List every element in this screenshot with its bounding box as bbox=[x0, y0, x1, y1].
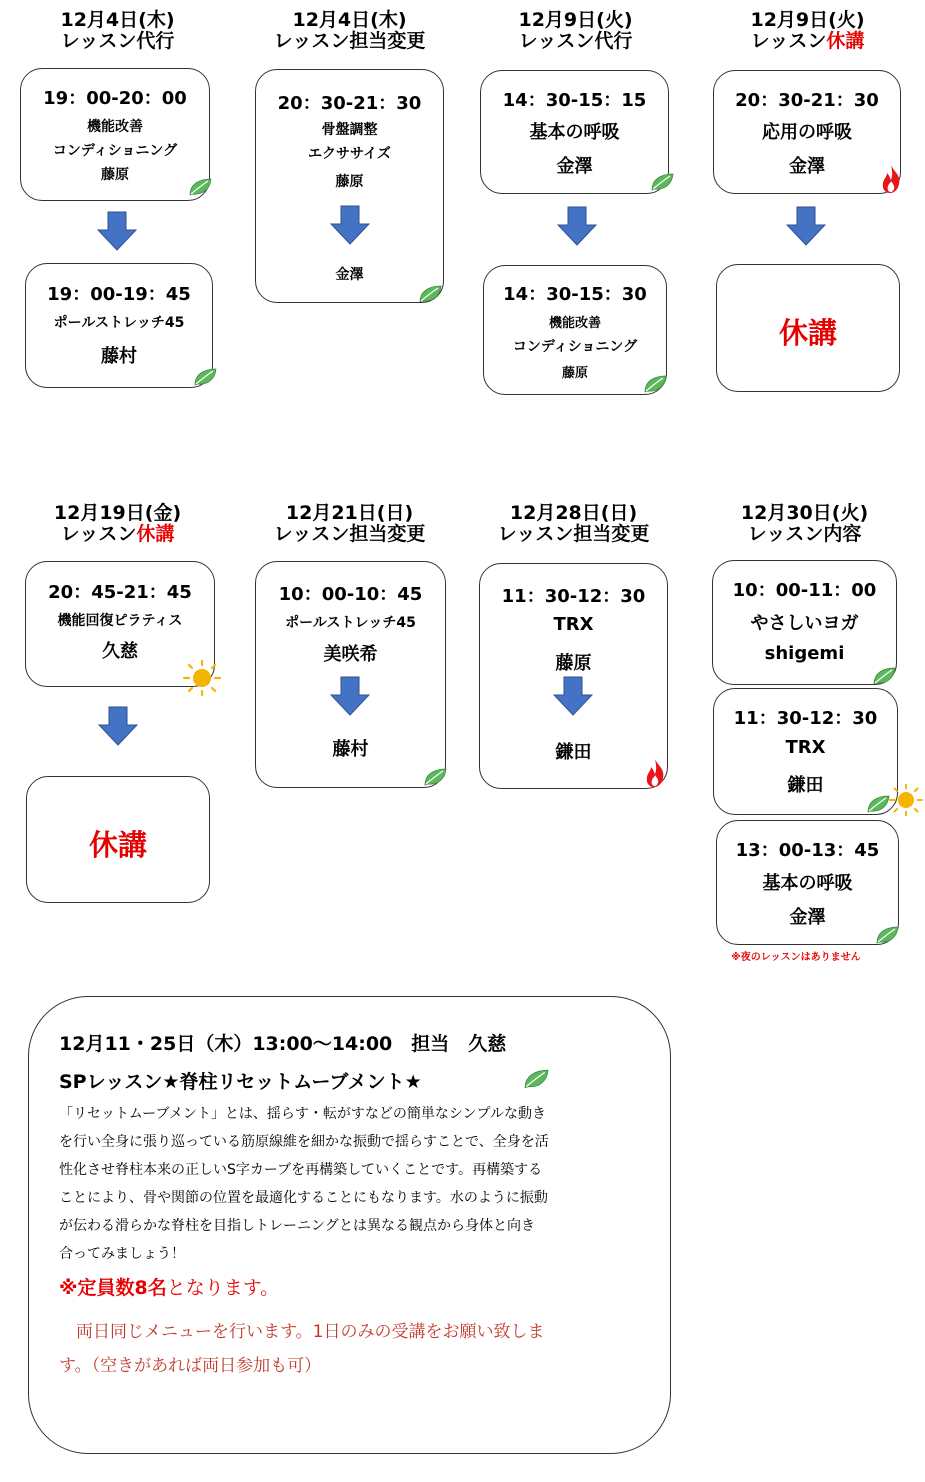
lesson-time: 19：00-20：00 bbox=[43, 88, 187, 109]
new-instructor: 藤村 bbox=[332, 739, 369, 760]
lesson-time: 19：00-19：45 bbox=[47, 284, 191, 305]
header-label: レッスン担当変更 bbox=[273, 523, 426, 545]
instructor: shigemi bbox=[764, 643, 845, 664]
special-lesson-box bbox=[28, 996, 671, 1454]
sp-notice-line: 両日同じメニューを行います。1日のみの受講をお願い致しま bbox=[59, 1322, 545, 1342]
lesson-time: 20：30-21：30 bbox=[277, 93, 422, 114]
leaf-icon bbox=[875, 924, 899, 946]
lesson-card bbox=[712, 560, 897, 685]
header-label: レッスン担当変更 bbox=[497, 523, 650, 545]
header-dec9-substitute bbox=[478, 10, 673, 52]
leaf-icon bbox=[188, 176, 212, 198]
new-instructor: 鎌田 bbox=[555, 742, 592, 763]
down-arrow-icon bbox=[557, 206, 597, 246]
header-label bbox=[20, 524, 215, 545]
sp-body-line: を行い全身に張り巡っている筋原線維を細かな振動で揺らすことで、全身を活 bbox=[59, 1134, 549, 1150]
leaf-icon bbox=[193, 366, 217, 388]
lesson-name: 基本の呼吸 bbox=[762, 873, 853, 894]
fire-icon bbox=[880, 164, 902, 194]
header-date: 12月30日(火) bbox=[740, 502, 869, 524]
header-label: レッスン代行 bbox=[60, 30, 175, 52]
down-arrow-icon bbox=[97, 211, 137, 251]
instructor: 藤原 bbox=[561, 366, 588, 381]
lesson-name: TRX bbox=[553, 614, 594, 635]
leaf-icon bbox=[423, 766, 447, 788]
header-dec19-cancel bbox=[20, 503, 215, 545]
lesson-name: 機能改善 bbox=[548, 316, 601, 331]
instructor: 藤原 bbox=[335, 174, 364, 190]
lesson-name: ポールストレッチ45 bbox=[285, 615, 416, 631]
lesson-name: エクササイズ bbox=[308, 146, 391, 162]
header-dec30-content bbox=[707, 503, 902, 545]
lesson-time: 11：30-12：30 bbox=[501, 586, 646, 607]
sun-icon bbox=[888, 784, 924, 816]
header-date: 12月21日(日) bbox=[285, 502, 414, 524]
header-label: レッスン内容 bbox=[747, 523, 862, 545]
lesson-card bbox=[255, 561, 446, 788]
leaf-icon bbox=[523, 1067, 549, 1091]
lesson-time: 13：00-13：45 bbox=[735, 840, 880, 861]
cancel-card bbox=[716, 264, 900, 392]
lesson-name: コンディショニング bbox=[512, 339, 638, 355]
header-dec4-substitute bbox=[20, 10, 215, 52]
header-date: 12月9日(火) bbox=[750, 9, 865, 31]
down-arrow-icon bbox=[553, 676, 593, 716]
lesson-name: コンディショニング bbox=[52, 143, 178, 159]
lesson-name: 機能回復ピラティス bbox=[57, 613, 183, 629]
instructor: 金澤 bbox=[789, 907, 826, 928]
sp-body-line: 「リセットムーブメント」とは、揺らす・転がすなどの簡単なシンプルな動き bbox=[59, 1106, 546, 1122]
instructor: 金澤 bbox=[556, 156, 593, 177]
lesson-time: 14：30-15：30 bbox=[503, 284, 647, 305]
cancel-label: 休講 bbox=[778, 316, 837, 350]
cancel-card bbox=[26, 776, 210, 903]
down-arrow-icon bbox=[786, 206, 826, 246]
down-arrow-icon bbox=[330, 205, 370, 245]
down-arrow-icon bbox=[330, 676, 370, 716]
header-date: 12月28日(日) bbox=[509, 502, 638, 524]
sp-body-line: が伝わる滑らかな脊柱を目指しトレーニングとは異なる観点から身体と向き bbox=[59, 1218, 535, 1234]
header-dec4-change bbox=[252, 10, 447, 52]
lesson-name: ポールストレッチ45 bbox=[53, 315, 185, 331]
lesson-name: 機能改善 bbox=[87, 119, 143, 135]
leaf-icon bbox=[872, 665, 896, 687]
header-date: 12月4日(木) bbox=[292, 9, 407, 31]
lesson-time: 10：00-11：00 bbox=[732, 580, 877, 601]
sun-icon bbox=[182, 660, 222, 696]
lesson-card bbox=[255, 69, 444, 303]
header-dec21-change bbox=[252, 503, 447, 545]
label-prefix: レッスン bbox=[60, 523, 137, 545]
new-instructor: 金澤 bbox=[335, 267, 364, 283]
instructor: 鎌田 bbox=[787, 775, 824, 796]
sp-title: 12月11・25日（木）13:00～14:00 担当 久慈 bbox=[59, 1033, 507, 1055]
lesson-card bbox=[20, 68, 210, 201]
capacity-bold: ※定員数8名 bbox=[59, 1277, 167, 1299]
lesson-name: 骨盤調整 bbox=[321, 122, 378, 138]
instructor: 藤原 bbox=[555, 653, 592, 674]
leaf-icon bbox=[418, 283, 442, 305]
header-label bbox=[710, 31, 905, 52]
header-dec9-cancel bbox=[710, 10, 905, 52]
sp-body-line: 性化させ脊柱本来の正しいS字カーブを再構築していくことです。再構築する bbox=[59, 1162, 543, 1178]
lesson-card bbox=[716, 820, 899, 945]
no-evening-note: ※夜のレッスンはありません bbox=[731, 952, 861, 963]
sp-body-line: ことにより、骨や関節の位置を最適化することにもなります。水のように振動 bbox=[59, 1190, 548, 1206]
instructor: 久慈 bbox=[102, 641, 138, 662]
lesson-time: 20：30-21：30 bbox=[735, 90, 879, 111]
instructor: 藤原 bbox=[101, 167, 129, 183]
label-prefix: レッスン bbox=[750, 30, 827, 52]
capacity-rest: となります。 bbox=[166, 1277, 280, 1299]
sp-notice-line: す。（空きがあれば両日参加も可） bbox=[59, 1356, 322, 1376]
lesson-time: 20：45-21：45 bbox=[48, 582, 192, 603]
header-date: 12月19日(金) bbox=[53, 502, 182, 524]
header-dec28-change bbox=[476, 503, 671, 545]
lesson-card bbox=[25, 263, 213, 388]
lesson-time: 14：30-15：15 bbox=[502, 90, 647, 111]
cancel-label: 休講 bbox=[88, 828, 147, 862]
leaf-icon bbox=[650, 171, 674, 193]
header-date: 12月9日(火) bbox=[518, 9, 633, 31]
lesson-card bbox=[713, 70, 901, 194]
instructor: 金澤 bbox=[789, 156, 825, 177]
lesson-name: TRX bbox=[785, 737, 826, 758]
header-date: 12月4日(木) bbox=[60, 9, 175, 31]
sp-capacity bbox=[59, 1273, 279, 1300]
lesson-time: 11：30-12：30 bbox=[733, 708, 878, 729]
header-label: レッスン担当変更 bbox=[273, 30, 426, 52]
label-cancel: 休講 bbox=[826, 30, 865, 52]
fire-icon bbox=[644, 758, 666, 788]
lesson-card bbox=[483, 265, 667, 395]
lesson-name: 応用の呼吸 bbox=[762, 122, 852, 143]
leaf-icon bbox=[643, 373, 667, 395]
lesson-card bbox=[480, 70, 669, 194]
header-label: レッスン代行 bbox=[518, 30, 633, 52]
sp-body-line: 合ってみましょう！ bbox=[59, 1246, 185, 1262]
lesson-time: 10：00-10：45 bbox=[278, 584, 423, 605]
lesson-name: やさしいヨガ bbox=[750, 613, 859, 634]
down-arrow-icon bbox=[98, 706, 138, 746]
instructor: 藤村 bbox=[101, 346, 137, 367]
sp-subtitle: SPレッスン★脊柱リセットムーブメント★ bbox=[59, 1071, 422, 1093]
leaf-icon bbox=[866, 793, 890, 815]
instructor: 美咲希 bbox=[323, 644, 378, 665]
label-cancel: 休講 bbox=[136, 523, 175, 545]
lesson-name: 基本の呼吸 bbox=[529, 122, 620, 143]
